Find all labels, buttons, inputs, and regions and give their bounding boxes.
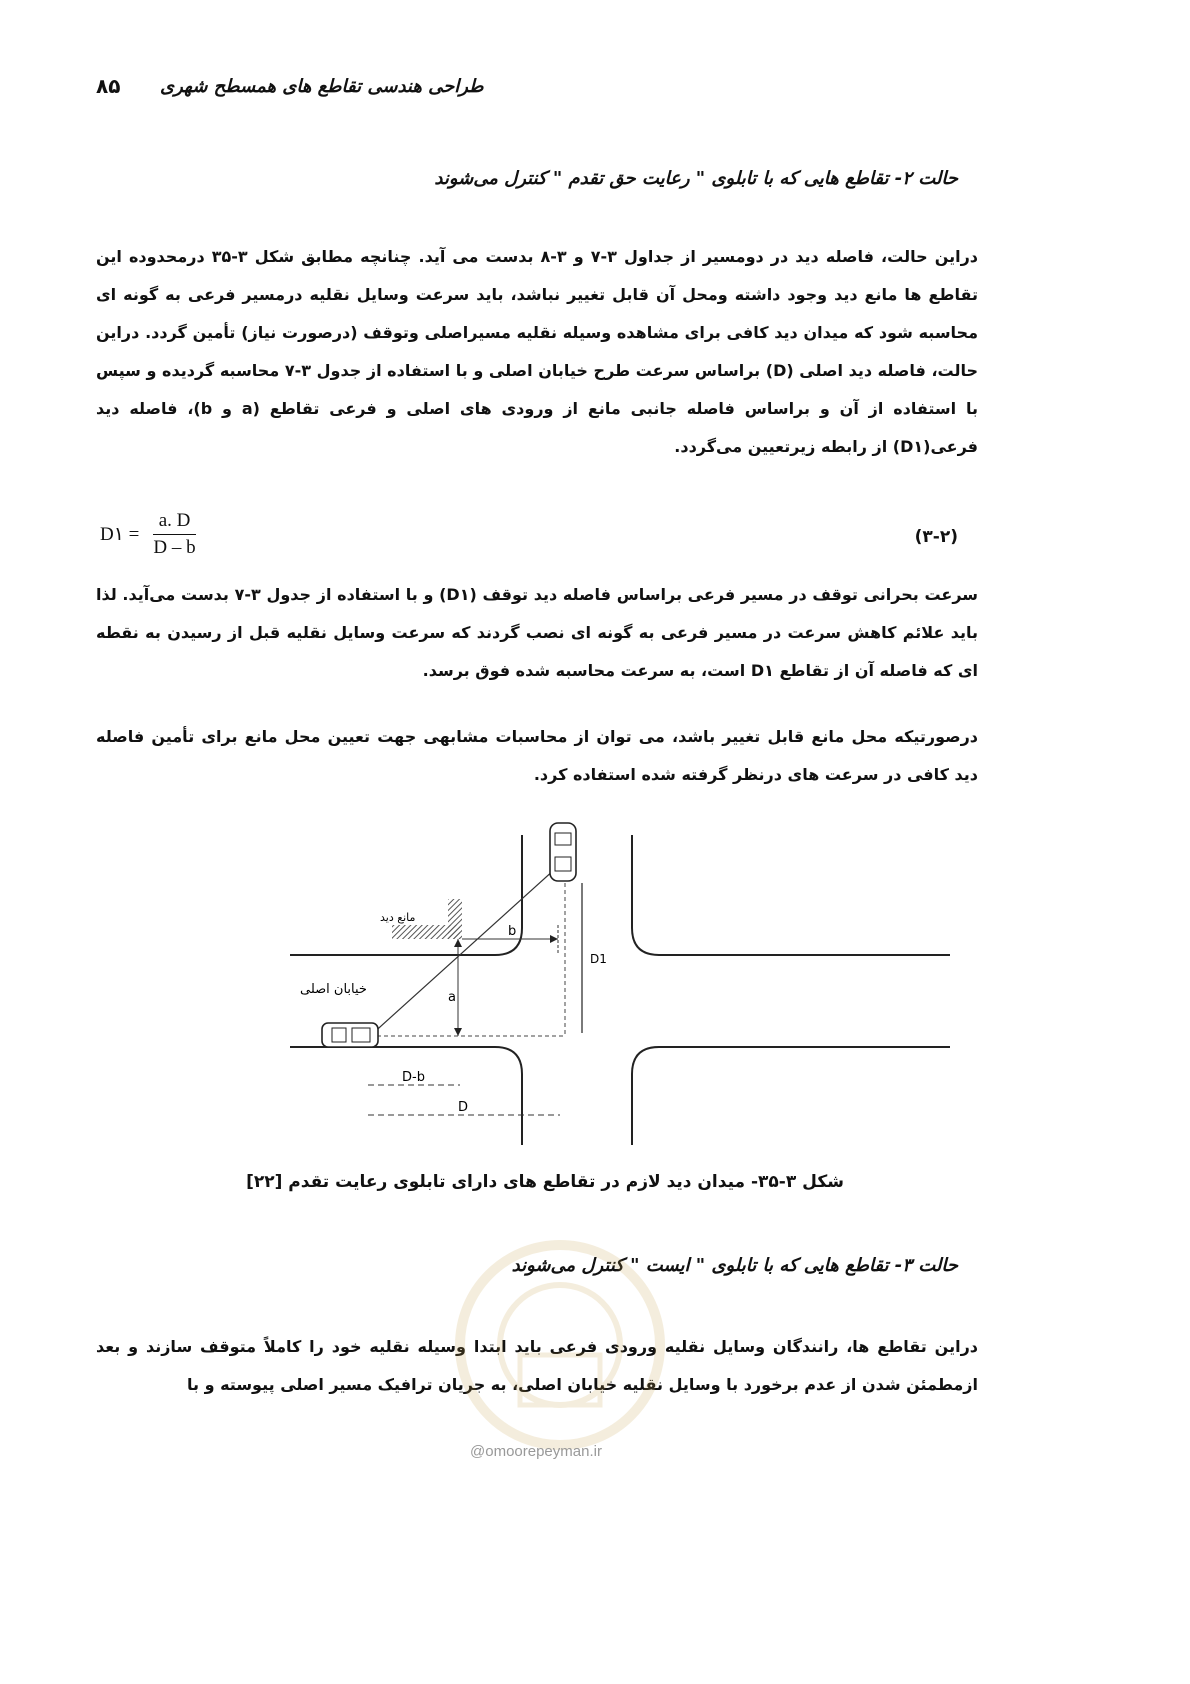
section-2-paragraph-3: درصورتیکه محل مانع قابل تغییر باشد، می توان از محاسبات مشابهی جهت تعیین محل مانع برای تأمین فاصله دید کافی در سرعت های درنظر گرفته شده استفاده کرد.	[96, 727, 978, 784]
section-2-title: حالت ۲- تقاطع هایی که با تابلوی " رعایت حق تقدم " کنترل می‌شوند	[434, 168, 958, 189]
label-d-minus-b: D-b	[402, 1070, 425, 1085]
equation-numerator: a. D	[153, 510, 197, 535]
equation-fraction	[147, 510, 201, 559]
label-b: b	[508, 924, 517, 939]
equation-denominator: D – b	[153, 537, 196, 558]
road-edge-bottom-right	[632, 1047, 950, 1145]
section-2-paragraph-2: سرعت بحرانی توقف در مسیر فرعی براساس فاصله دید توقف (D۱) و با استفاده از جدول ۳-۷ بدست می‌آید. لذا باید علائم کاهش سرعت در مسیر فرعی به گونه ای نصب گردند که سرعت وسایل نقلیه قبل از رسیدن به نقطه ای که فاصله آن از تقاطع D۱ است، به سرعت محاسبه شده فوق برسد.	[96, 585, 979, 680]
label-d: D	[458, 1100, 469, 1115]
footer-url: @omoorepeyman.ir	[470, 1443, 602, 1460]
main-street-label: خیابان اصلی	[300, 982, 367, 997]
figure-caption: شکل ۳-۳۵- میدان دید لازم در تقاطع های دارای تابلوی رعایت تقدم [۲۲]	[246, 1172, 844, 1192]
road-edge-bottom-left	[290, 1047, 522, 1145]
obstacle-label: مانع دید	[380, 911, 416, 924]
intersection-figure	[260, 815, 980, 1155]
label-a: a	[448, 990, 456, 1005]
equation-number: (۳-۲)	[914, 527, 958, 547]
car-main-road	[322, 1023, 378, 1047]
equation-lhs: D۱ =	[100, 524, 140, 545]
equation	[100, 510, 202, 559]
page-number: ۸۵	[96, 74, 121, 98]
section-3-title: حالت ۳- تقاطع هایی که با تابلوی " ایست " کنترل می‌شوند	[511, 1255, 958, 1276]
road-edge-top-right	[632, 835, 950, 955]
sight-line	[370, 860, 565, 1036]
car-minor-road	[550, 823, 576, 881]
section-3-paragraph-1: دراین تقاطع ها، رانندگان وسایل نقلیه ورودی فرعی باید ابتدا وسیله نقلیه خود را کاملاً متوقف سازند و بعد ازمطمئن شدن از عدم برخورد با وسایل نقلیه خیابان اصلی، به جریان ترافیک مسیر اصلی پیوسته و با	[96, 1337, 978, 1394]
intersection-diagram	[260, 815, 980, 1155]
section-2-paragraph-1: دراین حالت، فاصله دید در دومسیر از جداول ۳-۷ و ۳-۸ بدست می آید. چنانچه مطابق شکل ۳-۳۵ درمحدوده این تقاطع ها مانع دید وجود داشته ومحل آن قابل تغییر نباشد، باید سرعت وسایل نقلیه درمسیر فرعی به گونه ای محاسبه شود که میدان دید کافی برای مشاهده وسیله نقلیه مسیراصلی وتوقف (درصورت نیاز) تأمین گردد. دراین حالت، فاصله دید اصلی (D) براساس سرعت طرح خیابان اصلی و با استفاده از جدول ۳-۷ محاسبه گردیده و سپس با استفاده از آن و براساس فاصله جانبی مانع از ورودی های اصلی و فرعی تقاطع (a و b)، فاصله دید فرعی(D۱) از رابطه زیرتعیین می‌گردد.	[96, 247, 979, 456]
watermark-logo	[450, 1235, 670, 1455]
label-d1: D1	[590, 952, 607, 966]
running-title: طراحی هندسی تقاطع های همسطح شهری	[160, 76, 484, 97]
